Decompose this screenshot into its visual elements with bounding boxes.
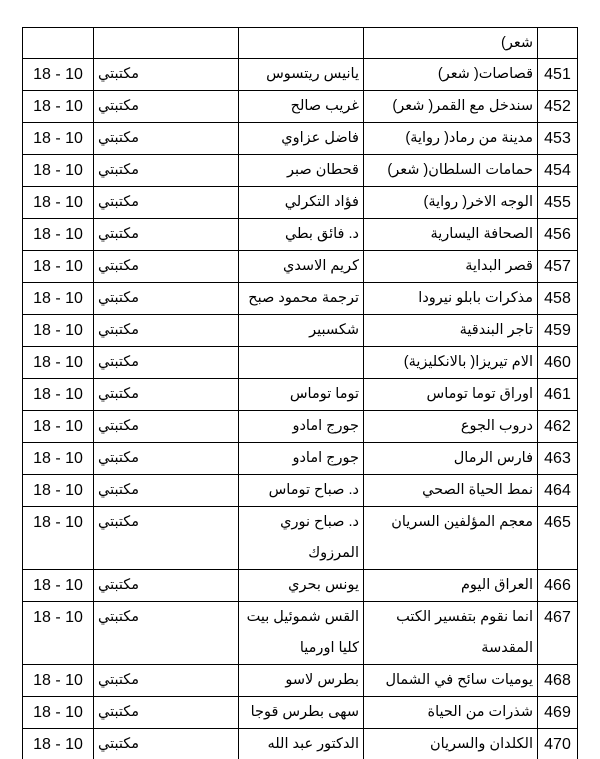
book-author-line: ترجمة محمود صبح xyxy=(248,290,359,306)
book-source: مكتبتي xyxy=(94,59,239,91)
book-author xyxy=(239,507,364,570)
book-author xyxy=(239,187,364,219)
book-source xyxy=(94,28,239,59)
book-author-line: سهى بطرس قوجا xyxy=(250,704,359,720)
book-author xyxy=(239,315,364,347)
row-number: 463 xyxy=(538,443,578,475)
catalog-body xyxy=(23,28,578,759)
book-author xyxy=(239,155,364,187)
row-number: 467 xyxy=(538,602,578,665)
table-row xyxy=(23,283,578,315)
shelf-code: 18 - 10 xyxy=(23,411,94,443)
table-row xyxy=(23,570,578,602)
row-number: 452 xyxy=(538,91,578,123)
shelf-code: 18 - 10 xyxy=(23,443,94,475)
book-title: الصحافة اليسارية xyxy=(364,219,538,251)
book-author xyxy=(239,123,364,155)
table-row xyxy=(23,91,578,123)
book-author xyxy=(239,379,364,411)
table-row xyxy=(23,187,578,219)
book-author-line xyxy=(243,347,359,378)
shelf-code: 18 - 10 xyxy=(23,155,94,187)
row-number: 460 xyxy=(538,347,578,379)
book-author-line: الدكتور عبد الله xyxy=(267,736,359,752)
shelf-code: 18 - 10 xyxy=(23,602,94,665)
book-source: مكتبتي xyxy=(94,91,239,123)
book-author xyxy=(239,251,364,283)
book-author xyxy=(239,219,364,251)
book-author xyxy=(239,697,364,729)
book-title: قصاصات( شعر) xyxy=(364,59,538,91)
shelf-code: 18 - 10 xyxy=(23,251,94,283)
book-source: مكتبتي xyxy=(94,697,239,729)
shelf-code: 18 - 10 xyxy=(23,507,94,570)
book-catalog-table xyxy=(22,27,578,759)
book-title: حمامات السلطان( شعر) xyxy=(364,155,538,187)
shelf-code: 18 - 10 xyxy=(23,91,94,123)
row-number: 459 xyxy=(538,315,578,347)
book-author xyxy=(239,570,364,602)
book-source: مكتبتي xyxy=(94,379,239,411)
table-row xyxy=(23,59,578,91)
book-source: مكتبتي xyxy=(94,283,239,315)
shelf-code: 18 - 10 xyxy=(23,219,94,251)
table-row xyxy=(23,219,578,251)
table-row xyxy=(23,347,578,379)
book-title: مدينة من رماد( رواية) xyxy=(364,123,538,155)
row-number: 453 xyxy=(538,123,578,155)
book-title: تاجر البندقية xyxy=(364,315,538,347)
book-source: مكتبتي xyxy=(94,187,239,219)
row-number: 454 xyxy=(538,155,578,187)
book-author-line: جورج امادو xyxy=(292,450,359,466)
book-title: العراق اليوم xyxy=(364,570,538,602)
book-author-line: قحطان صبر xyxy=(287,162,359,178)
shelf-code: 18 - 10 xyxy=(23,123,94,155)
book-author xyxy=(239,443,364,475)
book-author-line: كليا اورميا xyxy=(299,640,359,656)
book-author xyxy=(239,411,364,443)
book-author-line: د. صباح نوري xyxy=(280,514,359,530)
row-number: 469 xyxy=(538,697,578,729)
table-row-continuation xyxy=(23,28,578,59)
shelf-code: 18 - 10 xyxy=(23,347,94,379)
book-title: قصر البداية xyxy=(364,251,538,283)
book-author-line: د. صباح توماس xyxy=(268,482,359,498)
shelf-code: 18 - 10 xyxy=(23,665,94,697)
book-title: فارس الرمال xyxy=(364,443,538,475)
row-number: 470 xyxy=(538,729,578,759)
book-author-line: بطرس لاسو xyxy=(285,672,359,688)
book-author-line: يانيس ريتسوس xyxy=(266,66,359,82)
book-source: مكتبتي xyxy=(94,475,239,507)
book-source: مكتبتي xyxy=(94,411,239,443)
shelf-code: 18 - 10 xyxy=(23,570,94,602)
row-number: 464 xyxy=(538,475,578,507)
book-author xyxy=(239,347,364,379)
row-number: 465 xyxy=(538,507,578,570)
shelf-code: 18 - 10 xyxy=(23,475,94,507)
book-author-line: جورج امادو xyxy=(292,418,359,434)
table-row xyxy=(23,315,578,347)
book-title: شذرات من الحياة xyxy=(364,697,538,729)
table-row xyxy=(23,443,578,475)
book-title: الوجه الاخر( رواية) xyxy=(364,187,538,219)
book-author xyxy=(239,59,364,91)
book-title: الكلدان والسريان xyxy=(364,729,538,759)
book-source: مكتبتي xyxy=(94,665,239,697)
book-source: مكتبتي xyxy=(94,570,239,602)
book-author-line: القس شموئيل بيت xyxy=(246,609,359,625)
book-title: سندخل مع القمر( شعر) xyxy=(364,91,538,123)
book-source: مكتبتي xyxy=(94,315,239,347)
book-author xyxy=(239,602,364,665)
book-author-line: كريم الاسدي xyxy=(282,258,359,274)
book-title xyxy=(364,602,538,665)
book-author-line: توما توماس xyxy=(289,386,359,402)
shelf-code: 18 - 10 xyxy=(23,379,94,411)
shelf-code: 18 - 10 xyxy=(23,187,94,219)
row-number: 455 xyxy=(538,187,578,219)
row-number: 466 xyxy=(538,570,578,602)
book-source: مكتبتي xyxy=(94,347,239,379)
shelf-code: 18 - 10 xyxy=(23,283,94,315)
table-row xyxy=(23,665,578,697)
book-title: الام تيريزا( بالانكليزية) xyxy=(364,347,538,379)
row-number: 458 xyxy=(538,283,578,315)
table-row xyxy=(23,155,578,187)
table-row xyxy=(23,475,578,507)
book-source: مكتبتي xyxy=(94,219,239,251)
row-number: 461 xyxy=(538,379,578,411)
book-author xyxy=(239,729,364,759)
book-source: مكتبتي xyxy=(94,507,239,570)
book-title-line: انما نقوم بتفسير الكتب xyxy=(396,609,533,625)
shelf-code xyxy=(23,28,94,59)
table-row xyxy=(23,379,578,411)
shelf-code: 18 - 10 xyxy=(23,59,94,91)
book-source: مكتبتي xyxy=(94,602,239,665)
table-row xyxy=(23,411,578,443)
row-number: 451 xyxy=(538,59,578,91)
book-title-line: معجم المؤلفين السريان xyxy=(391,514,533,530)
book-title: شعر) xyxy=(364,28,538,59)
book-title: يوميات سائح في الشمال xyxy=(364,665,538,697)
row-number: 456 xyxy=(538,219,578,251)
book-title: دروب الجوع xyxy=(364,411,538,443)
row-number: 462 xyxy=(538,411,578,443)
book-author-line: د. فائق بطي xyxy=(284,226,359,242)
book-source: مكتبتي xyxy=(94,729,239,759)
table-row xyxy=(23,697,578,729)
book-title: اوراق توما توماس xyxy=(364,379,538,411)
book-author-line: المرزوك xyxy=(308,545,359,561)
table-row xyxy=(23,123,578,155)
book-author-line: فؤاد التكرلي xyxy=(284,194,359,210)
book-source: مكتبتي xyxy=(94,155,239,187)
book-source: مكتبتي xyxy=(94,123,239,155)
book-author-line: يونس بحري xyxy=(288,577,359,593)
shelf-code: 18 - 10 xyxy=(23,697,94,729)
book-source: مكتبتي xyxy=(94,443,239,475)
shelf-code: 18 - 10 xyxy=(23,729,94,759)
book-author xyxy=(239,665,364,697)
book-author xyxy=(239,475,364,507)
book-title: نمط الحياة الصحي xyxy=(364,475,538,507)
shelf-code: 18 - 10 xyxy=(23,315,94,347)
table-row xyxy=(23,729,578,759)
book-title: مذكرات بابلو نيرودا xyxy=(364,283,538,315)
book-title-line: المقدسة xyxy=(481,640,533,656)
row-number: 457 xyxy=(538,251,578,283)
book-author-line: شكسبير xyxy=(309,322,359,338)
row-number xyxy=(538,28,578,59)
table-row xyxy=(23,507,578,570)
book-author xyxy=(239,283,364,315)
row-number: 468 xyxy=(538,665,578,697)
book-author-line: غريب صالح xyxy=(290,98,359,114)
book-author xyxy=(239,28,364,59)
table-row xyxy=(23,251,578,283)
table-row xyxy=(23,602,578,665)
book-source: مكتبتي xyxy=(94,251,239,283)
book-author xyxy=(239,91,364,123)
book-author-line: فاضل عزاوي xyxy=(281,130,359,146)
book-title xyxy=(364,507,538,570)
